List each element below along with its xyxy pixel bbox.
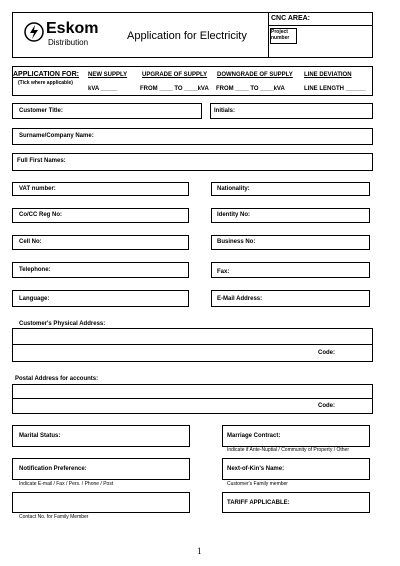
surname-label: Surname/Company Name:: [19, 133, 94, 139]
physical-address-field[interactable]: [12, 328, 373, 362]
customer-title-label: Customer Title:: [19, 108, 63, 114]
cc-reg-label: Co/CC Reg No:: [19, 212, 62, 218]
postal-address-divider: [12, 398, 373, 399]
notification-label: Notification Preference:: [19, 466, 87, 472]
physical-code-label: Code:: [318, 350, 335, 356]
header-divider-1: [268, 12, 269, 58]
marriage-note: Indicate if Ante-Nuptial / Community of Property / Other: [227, 447, 349, 453]
initials-label: Initials:: [214, 108, 236, 114]
email-label: E-Mail Address:: [217, 296, 263, 302]
new-supply-label: NEW SUPPLY: [88, 72, 128, 78]
upgrade-value: FROM ____ TO ____kVA: [140, 86, 209, 92]
line-length-value: LINE LENGTH ______: [304, 86, 366, 92]
family-contact-field[interactable]: [12, 492, 190, 513]
line-deviation-label: LINE DEVIATION: [304, 72, 352, 78]
telephone-label: Telephone:: [19, 267, 51, 273]
marital-status-label: Marital Status:: [19, 433, 61, 439]
eskom-logo-icon: [24, 22, 44, 42]
fax-field[interactable]: [211, 262, 370, 278]
next-of-kin-label: Next-of-Kin's Name:: [227, 466, 285, 472]
first-names-label: Full First Names:: [17, 158, 66, 164]
marriage-contract-label: Marriage Contract:: [227, 433, 281, 439]
downgrade-value: FROM ____ TO ____kVA: [216, 86, 285, 92]
family-member-note: Customer's Family member: [227, 481, 288, 487]
postal-address-field[interactable]: [12, 384, 373, 414]
family-contact-note: Contact No. for Family Member: [19, 514, 89, 520]
application-heading: APPLICATION FOR:: [13, 71, 79, 78]
physical-address-label: Customer's Physical Address:: [19, 321, 106, 327]
business-label: Business No:: [217, 239, 256, 245]
language-label: Language:: [19, 296, 50, 302]
page-title: Application for Electricity: [127, 30, 247, 42]
tick-note: (Tick where applicable): [18, 80, 73, 86]
upgrade-label: UPGRADE OF SUPPLY: [142, 72, 208, 78]
project-number-label: Project number: [271, 29, 290, 41]
physical-address-divider: [12, 344, 373, 345]
page-number: 1: [197, 546, 202, 556]
logo-subtext: Distribution: [48, 38, 89, 47]
nationality-label: Nationality:: [217, 186, 250, 192]
new-supply-value: kVA _____: [88, 86, 118, 92]
fax-label: Fax:: [217, 269, 230, 275]
vat-label: VAT number:: [19, 186, 56, 192]
first-names-field[interactable]: [12, 153, 373, 171]
logo-text: Eskom: [46, 20, 99, 37]
notification-note: Indicate E-mail / Fax / Pers. / Phone / Post: [19, 481, 114, 487]
header-divider-2: [268, 25, 373, 26]
identity-label: Identity No:: [217, 212, 250, 218]
tariff-label: TARIFF APPLICABLE:: [227, 500, 290, 506]
postal-address-label: Postal Address for accounts:: [15, 376, 99, 382]
cnc-area-label: CNC AREA:: [271, 15, 311, 22]
postal-code-label: Code:: [318, 403, 335, 409]
cell-label: Cell No:: [19, 239, 42, 245]
downgrade-label: DOWNGRADE OF SUPPLY: [217, 72, 293, 78]
